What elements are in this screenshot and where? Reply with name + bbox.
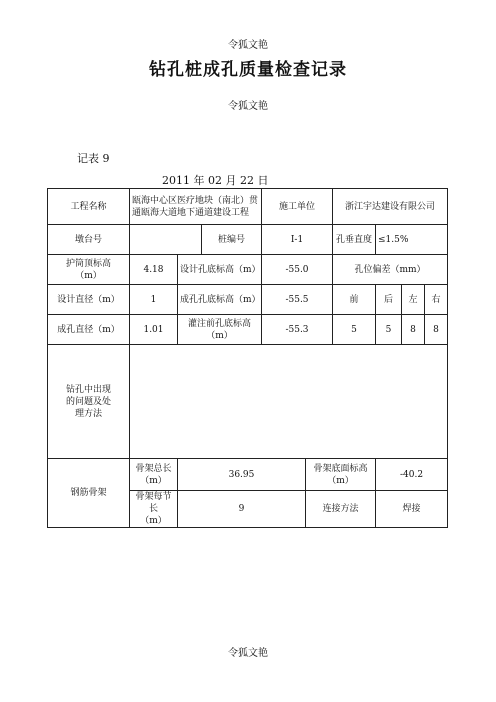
pour-bottom-value: -55.3	[262, 315, 333, 345]
deviation-right: 8	[425, 315, 448, 345]
project-name-value: 瓯海中心区医疗地块（南北）贯通瓯海大道地下通道建设工程	[130, 189, 262, 225]
formed-diameter-value: 1.01	[130, 315, 178, 345]
direction-right: 右	[425, 285, 448, 315]
verticality-label: 孔垂直度	[333, 225, 376, 255]
design-bottom-label: 设计孔底标高（m）	[178, 255, 262, 285]
design-diameter-value: 1	[130, 285, 178, 315]
document-title: 钻孔桩成孔质量检查记录	[149, 60, 347, 80]
contractor-value: 浙江宇达建设有限公司	[333, 189, 448, 225]
design-bottom-value: -55.0	[262, 255, 333, 285]
table-row	[48, 255, 448, 285]
formed-bottom-value: -55.5	[262, 285, 333, 315]
connection-method-value: 焊接	[376, 491, 448, 528]
record-date: 2011 年 02 月 22 日	[162, 174, 269, 187]
issues-label: 钻孔中出现 的问题及处 理方法	[48, 345, 130, 459]
pier-number-value	[130, 225, 202, 255]
cage-segment-length-label: 骨架每节长 （m）	[130, 491, 178, 528]
deviation-front: 5	[333, 315, 376, 345]
cage-segment-length-value: 9	[178, 491, 306, 528]
formed-diameter-label: 成孔直径（m）	[48, 315, 130, 345]
table-row	[48, 459, 448, 491]
direction-left: 左	[402, 285, 425, 315]
document-subtitle: 令狐文艳	[228, 101, 268, 112]
pile-number-label: 桩编号	[202, 225, 262, 255]
hole-deviation-label: 孔位偏差（mm）	[333, 255, 448, 285]
table-row	[48, 285, 448, 315]
verticality-value: ≤1.5%	[376, 225, 448, 255]
cage-bottom-elevation-value: -40.2	[376, 459, 448, 491]
contractor-label: 施工单位	[262, 189, 333, 225]
record-number: 记表 9	[77, 152, 110, 165]
formed-bottom-label: 成孔孔底标高（m）	[178, 285, 262, 315]
table-row	[48, 225, 448, 255]
cage-total-length-label: 骨架总长 （m）	[130, 459, 178, 491]
cage-total-length-value: 36.95	[178, 459, 306, 491]
cage-bottom-elevation-label: 骨架底面标高 （m）	[306, 459, 376, 491]
project-name-label: 工程名称	[48, 189, 130, 225]
table-row	[48, 315, 448, 345]
deviation-left: 8	[402, 315, 425, 345]
casing-top-value: 4.18	[130, 255, 178, 285]
direction-back: 后	[376, 285, 402, 315]
inspection-table	[47, 188, 448, 528]
pier-number-label: 墩台号	[48, 225, 130, 255]
rebar-cage-label: 钢筋骨架	[48, 459, 130, 528]
issues-value	[130, 345, 448, 459]
page-header: 令狐文艳	[228, 40, 268, 51]
casing-top-label: 护筒顶标高 （m）	[48, 255, 130, 285]
direction-front: 前	[333, 285, 376, 315]
connection-method-label: 连接方法	[306, 491, 376, 528]
deviation-back: 5	[376, 315, 402, 345]
design-diameter-label: 设计直径（m）	[48, 285, 130, 315]
table-row	[48, 345, 448, 459]
page-footer: 令狐文艳	[228, 648, 268, 659]
pour-bottom-label: 灌注前孔底标高 （m）	[178, 315, 262, 345]
pile-number-value: Ⅰ-1	[262, 225, 333, 255]
table-row	[48, 189, 448, 225]
